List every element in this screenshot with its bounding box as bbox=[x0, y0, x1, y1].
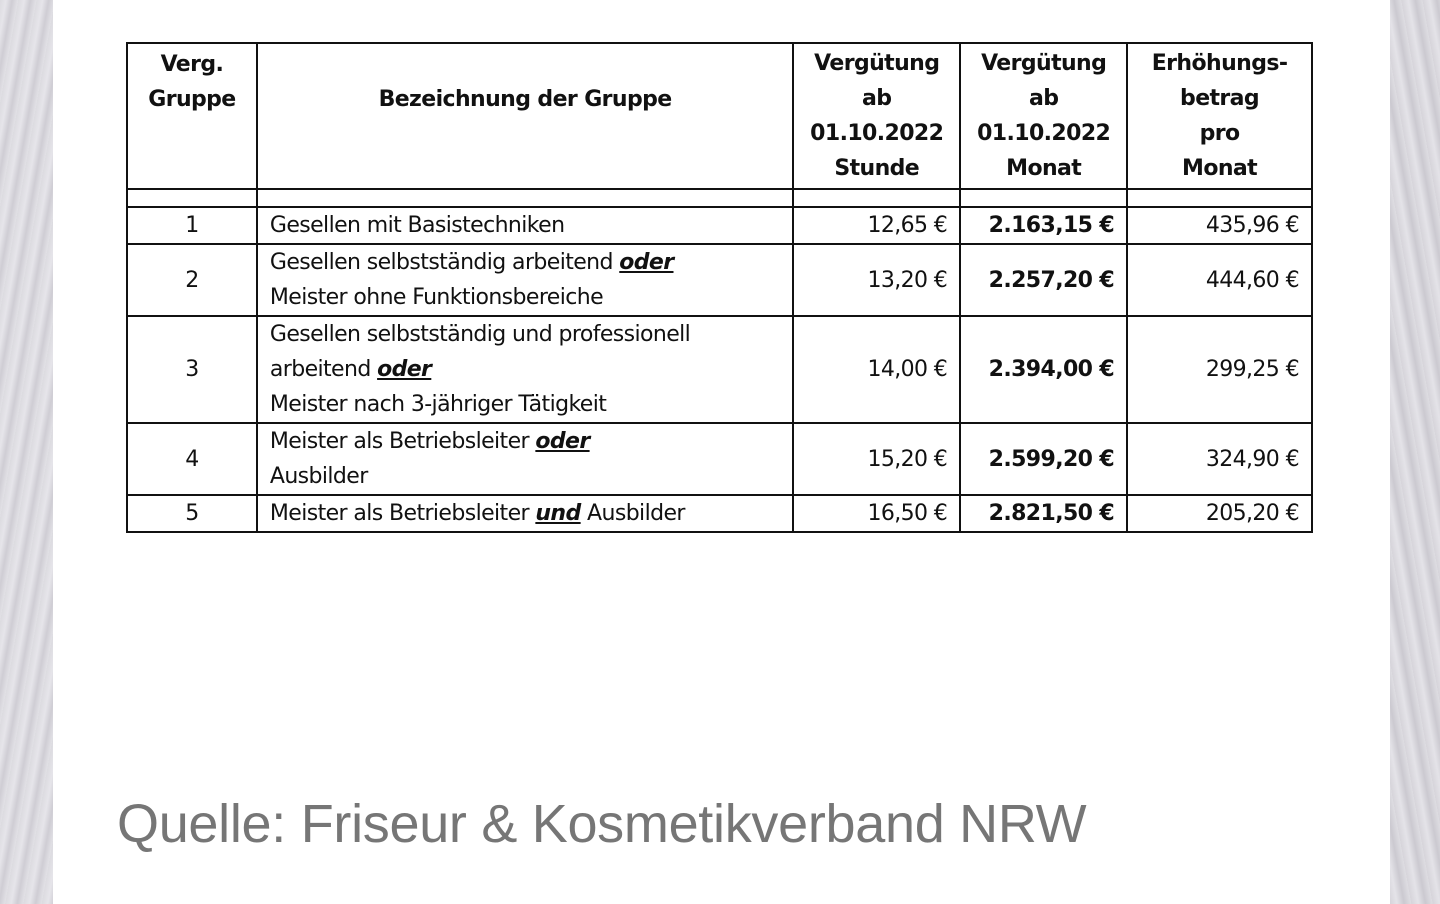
table-row bbox=[127, 316, 1312, 423]
background-right-edge bbox=[1390, 0, 1440, 904]
group-description: Gesellen selbstständig und professionell arbeitend oder Meister nach 3-jähriger Tätigkeit bbox=[257, 316, 793, 423]
increase-amount: 444,60 € bbox=[1127, 244, 1312, 316]
increase-amount: 299,25 € bbox=[1127, 316, 1312, 423]
monthly-wage: 2.257,20 € bbox=[960, 244, 1127, 316]
increase-amount: 435,96 € bbox=[1127, 207, 1312, 244]
increase-amount: 205,20 € bbox=[1127, 495, 1312, 532]
conjunction-oder: oder bbox=[619, 250, 674, 275]
monthly-wage: 2.599,20 € bbox=[960, 423, 1127, 495]
group-description: Meister als Betriebsleiter und Ausbilder bbox=[257, 495, 793, 532]
hourly-wage: 14,00 € bbox=[793, 316, 960, 423]
hourly-wage: 16,50 € bbox=[793, 495, 960, 532]
monthly-wage: 2.163,15 € bbox=[960, 207, 1127, 244]
monthly-wage: 2.821,50 € bbox=[960, 495, 1127, 532]
group-number: 2 bbox=[127, 244, 257, 316]
wage-table bbox=[126, 42, 1313, 533]
background-left-edge bbox=[0, 0, 53, 904]
conjunction-oder: oder bbox=[377, 357, 432, 382]
group-number: 1 bbox=[127, 207, 257, 244]
source-caption: Quelle: Friseur & Kosmetikverband NRW bbox=[117, 794, 1087, 854]
header-description: Bezeichnung der Gruppe bbox=[257, 43, 793, 189]
hourly-wage: 15,20 € bbox=[793, 423, 960, 495]
document-page bbox=[53, 0, 1390, 904]
monthly-wage: 2.394,00 € bbox=[960, 316, 1127, 423]
header-monthly: Vergütung ab 01.10.2022 Monat bbox=[960, 43, 1127, 189]
group-number: 3 bbox=[127, 316, 257, 423]
group-number: 5 bbox=[127, 495, 257, 532]
hourly-wage: 13,20 € bbox=[793, 244, 960, 316]
header-hourly: Vergütung ab 01.10.2022 Stunde bbox=[793, 43, 960, 189]
header-increase: Erhöhungs- betrag pro Monat bbox=[1127, 43, 1312, 189]
hourly-wage: 12,65 € bbox=[793, 207, 960, 244]
header-spacer-row bbox=[127, 189, 1312, 207]
table-row bbox=[127, 207, 1312, 244]
group-description: Gesellen mit Basistechniken bbox=[257, 207, 793, 244]
table-row bbox=[127, 423, 1312, 495]
header-row bbox=[127, 43, 1312, 189]
group-description: Gesellen selbstständig arbeitend oder Meister ohne Funktionsbereiche bbox=[257, 244, 793, 316]
group-number: 4 bbox=[127, 423, 257, 495]
conjunction-und: und bbox=[535, 501, 581, 526]
table-row bbox=[127, 495, 1312, 532]
header-group: Verg. Gruppe bbox=[127, 43, 257, 189]
group-description: Meister als Betriebsleiter oder Ausbilder bbox=[257, 423, 793, 495]
conjunction-oder: oder bbox=[535, 429, 590, 454]
table-row bbox=[127, 244, 1312, 316]
increase-amount: 324,90 € bbox=[1127, 423, 1312, 495]
